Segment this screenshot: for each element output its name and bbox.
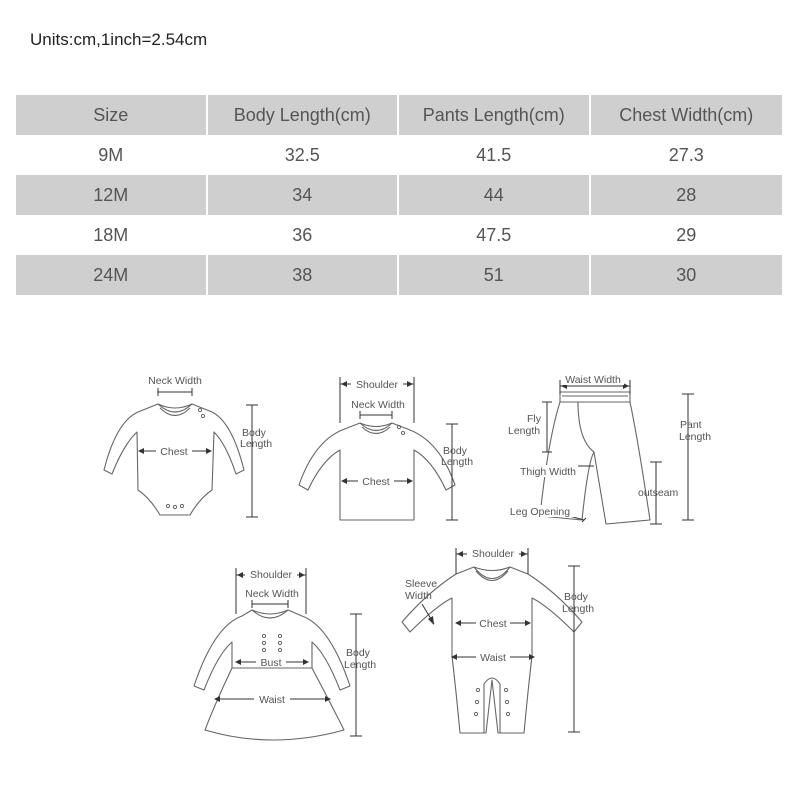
svg-text:Length: Length	[240, 438, 273, 450]
label-body-length: Body	[242, 427, 266, 439]
label-outseam: outseam	[638, 487, 679, 499]
cell-size: 12M	[16, 175, 208, 215]
table-row	[16, 255, 782, 295]
header-size: Size	[16, 95, 208, 135]
label-chest: Chest	[362, 476, 390, 488]
dress-outline	[194, 610, 350, 740]
label-thigh-width: Thigh Width	[519, 466, 577, 478]
svg-text:Length: Length	[441, 456, 474, 468]
pants-outline	[540, 392, 650, 524]
cell-chest-width: 29	[591, 215, 783, 255]
label-waist: Waist	[480, 652, 506, 664]
label-bust: Bust	[260, 657, 282, 669]
table-row	[16, 175, 782, 215]
label-neck-width: Neck Width	[245, 588, 299, 600]
pants-diagram	[505, 373, 711, 524]
svg-text:Length: Length	[562, 603, 595, 615]
svg-text:Length: Length	[344, 659, 377, 671]
cell-body-length: 38	[208, 255, 400, 295]
size-table	[16, 95, 782, 295]
label-neck-width: Neck Width	[148, 375, 202, 387]
label-waist: Waist	[259, 694, 285, 706]
svg-text:Length: Length	[508, 425, 541, 437]
label-body-length: Body	[564, 591, 588, 603]
label-pant-length: Pant	[680, 419, 702, 431]
cell-size: 18M	[16, 215, 208, 255]
cell-chest-width: 28	[591, 175, 783, 215]
bodysuit-outline	[104, 404, 244, 515]
measurement-diagrams	[0, 360, 800, 780]
label-neck-width: Neck Width	[351, 399, 405, 411]
cell-size: 24M	[16, 255, 208, 295]
cell-size: 9M	[16, 135, 208, 175]
cell-pants-length: 47.5	[399, 215, 591, 255]
label-body-length: Body	[346, 647, 370, 659]
cell-chest-width: 27.3	[591, 135, 783, 175]
top-outline	[299, 423, 455, 520]
label-chest: Chest	[160, 446, 188, 458]
cell-body-length: 32.5	[208, 135, 400, 175]
label-shoulder: Shoulder	[249, 569, 293, 581]
cell-pants-length: 44	[399, 175, 591, 215]
units-note: Units:cm,1inch=2.54cm	[30, 30, 208, 49]
cell-body-length: 36	[208, 215, 400, 255]
label-waist-width: Waist Width	[565, 374, 621, 386]
bodysuit-diagram	[104, 375, 272, 517]
table-row	[16, 135, 782, 175]
label-chest: Chest	[479, 618, 507, 630]
cell-chest-width: 30	[591, 255, 783, 295]
cell-pants-length: 51	[399, 255, 591, 295]
cell-pants-length: 41.5	[399, 135, 591, 175]
dress-diagram	[194, 568, 376, 740]
label-body-length: Body	[443, 445, 467, 457]
label-leg-opening: Leg Opening	[509, 506, 571, 518]
header-body-length: Body Length(cm)	[208, 95, 400, 135]
label-shoulder: Shoulder	[355, 379, 399, 391]
table-row	[16, 215, 782, 255]
romper-diagram	[402, 547, 594, 733]
svg-text:Width: Width	[405, 590, 432, 602]
top-diagram	[299, 377, 473, 520]
svg-text:Length: Length	[679, 431, 712, 443]
table-header-row	[16, 95, 782, 135]
label-shoulder: Shoulder	[471, 548, 515, 560]
header-pants-length: Pants Length(cm)	[399, 95, 591, 135]
label-fly-length: Fly	[527, 413, 541, 425]
label-sleeve-width: Sleeve	[405, 578, 438, 590]
cell-body-length: 34	[208, 175, 400, 215]
header-chest-width: Chest Width(cm)	[591, 95, 783, 135]
